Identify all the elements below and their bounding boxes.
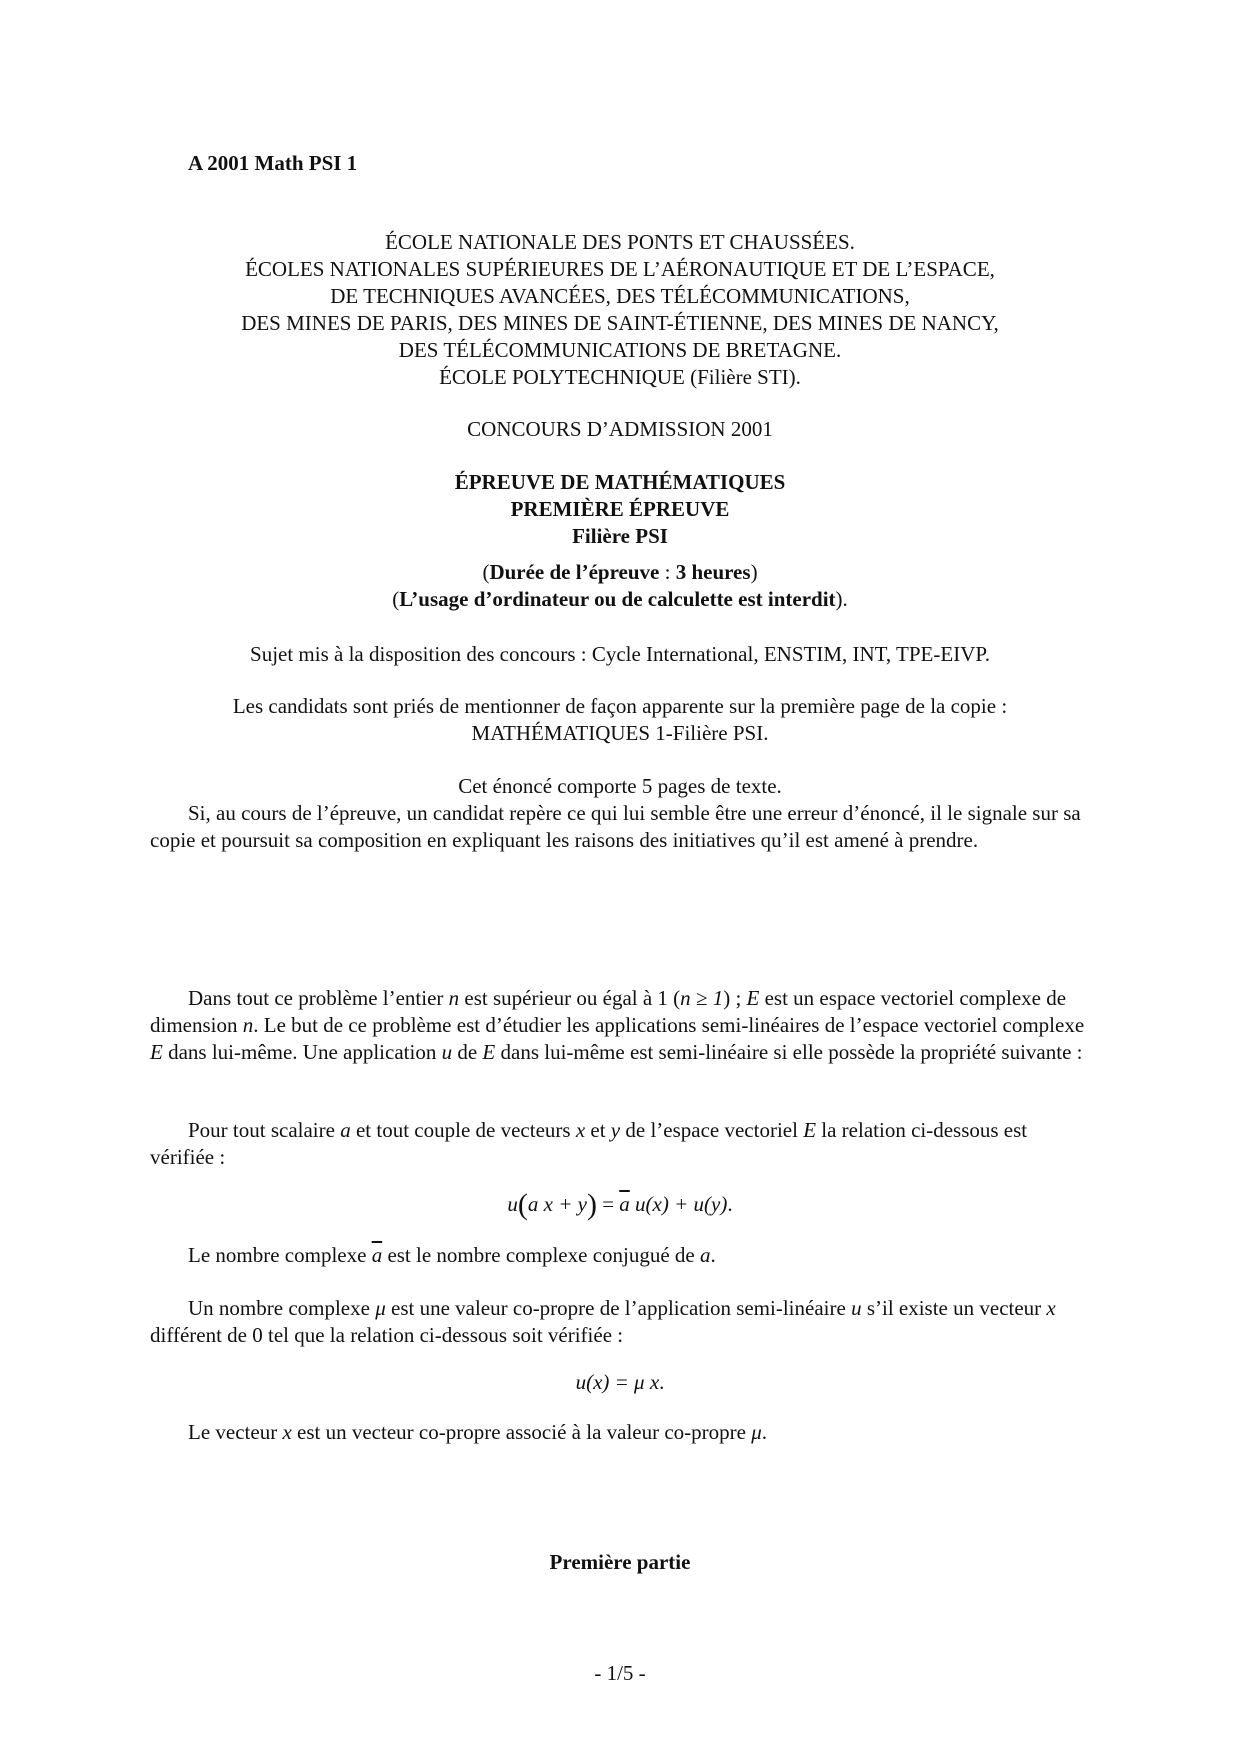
exam-title-block bbox=[150, 469, 1090, 550]
institution-line: DES MINES DE PARIS, DES MINES DE SAINT-ÉTIENNE, DES MINES DE NANCY, bbox=[241, 311, 999, 335]
semilinear-equation: u(a $x + y) = \overline{a}$ u(x) + u(y). bbox=[507, 1188, 733, 1221]
section-heading: Première partie bbox=[549, 1550, 691, 1574]
institution-line: DES TÉLÉCOMMUNICATIONS DE BRETAGNE. bbox=[398, 338, 842, 362]
institutions-block bbox=[150, 229, 1090, 391]
duree-line: (Durée de l’épreuve : 3 heures) bbox=[482, 560, 758, 584]
mention-line-1: Les candidats sont priés de mentionner de façon apparente sur la première page de la copie : bbox=[232, 694, 1008, 718]
mention-line-2: MATHÉMATIQUES 1-Filière PSI. bbox=[471, 721, 769, 745]
intro-paragraph-5: Le vecteur x est un vecteur co-propre associé à la valeur co-propre μ. bbox=[188, 1420, 768, 1444]
intro-paragraph-1: Dans tout ce problème l’entier n est supérieur ou égal à 1 (n ≥ 1) ; E est un espace vectoriel complexe de dimension n. Le but de ce problème est d’étudier les applications semi-linéaires de l’espace vectoriel complexe E dans lui-même. Une application u de E dans lui-même est semi-linéaire si elle possède la propriété suivante : bbox=[150, 986, 1085, 1064]
institution-line: DE TECHNIQUES AVANCÉES, DES TÉLÉCOMMUNICATIONS, bbox=[330, 284, 910, 308]
mention-block bbox=[150, 693, 1090, 747]
sujet-line: Sujet mis à la disposition des concours : Cycle International, ENSTIM, INT, TPE-EIVP. bbox=[250, 642, 990, 666]
duree-value: 3 heures bbox=[675, 560, 751, 584]
institution-line: ÉCOLE POLYTECHNIQUE (Filière STI). bbox=[439, 365, 801, 389]
coproper-equation: u(x) = μ x. bbox=[575, 1370, 665, 1394]
duree-label: Durée de l’épreuve bbox=[489, 560, 660, 584]
page-number: - 1/5 - bbox=[594, 1661, 646, 1685]
exam-rules bbox=[150, 559, 1090, 613]
intro-paragraph-4: Un nombre complexe μ est une valeur co-propre de l’application semi-linéaire u s’il existe un vecteur x différent de 0 tel que la relation ci-dessous soit vérifiée : bbox=[150, 1296, 1056, 1347]
exam-title: ÉPREUVE DE MATHÉMATIQUES bbox=[454, 470, 786, 494]
intro-paragraph-3: Le nombre complexe $\overline{a}$ est le nombre complexe conjugué de a. bbox=[188, 1243, 716, 1267]
institution-line: ÉCOLES NATIONALES SUPÉRIEURES DE L’AÉRONAUTIQUE ET DE L’ESPACE, bbox=[245, 257, 995, 281]
usage-line: (L’usage d’ordinateur ou de calculette est interdit). bbox=[392, 587, 848, 611]
institution-line: ÉCOLE NATIONALE DES PONTS ET CHAUSSÉES. bbox=[385, 230, 855, 254]
concours-title: CONCOURS D’ADMISSION 2001 bbox=[467, 417, 773, 441]
enonce-pages: Cet énoncé comporte 5 pages de texte. bbox=[458, 774, 782, 798]
exam-code: A 2001 Math PSI 1 bbox=[188, 151, 358, 175]
usage-text: L’usage d’ordinateur ou de calculette est interdit bbox=[399, 587, 836, 611]
erreur-paragraph: Si, au cours de l’épreuve, un candidat repère ce qui lui semble être une erreur d’énoncé, il le signale sur sa copie et poursuit sa composition en expliquant les raisons des initiatives qu’il est amené à prendre. bbox=[150, 801, 1081, 852]
intro-paragraph-2: Pour tout scalaire a et tout couple de vecteurs x et y de l’espace vectoriel E la relation ci-dessous est vérifiée : bbox=[150, 1118, 1028, 1169]
exam-filiere: Filière PSI bbox=[572, 524, 668, 548]
exam-subtitle: PREMIÈRE ÉPREUVE bbox=[510, 497, 730, 521]
